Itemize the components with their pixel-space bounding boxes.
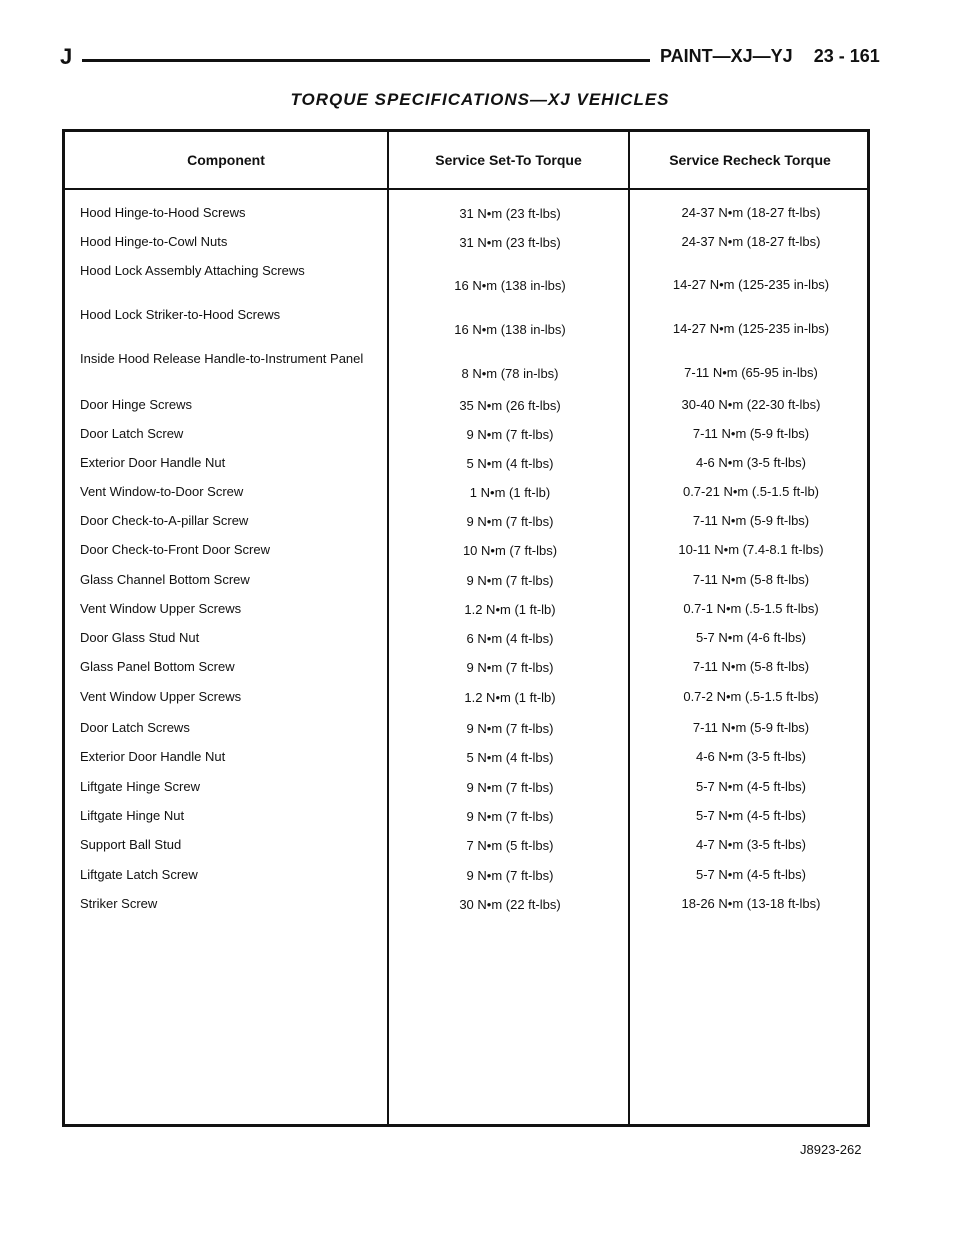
cell-set-to-torque: 9 N•m (7 ft-lbs) xyxy=(466,573,554,588)
cell-set-to-torque: 8 N•m (78 in-lbs) xyxy=(461,366,559,381)
cell-component: Vent Window Upper Screws xyxy=(80,689,242,704)
cell-recheck-torque: 5-7 N•m (4-5 ft-lbs) xyxy=(695,779,806,794)
cell-recheck-torque: 10-11 N•m (7.4-8.1 ft-lbs) xyxy=(678,542,824,557)
cell-set-to-torque: 5 N•m (4 ft-lbs) xyxy=(466,750,554,765)
cell-component: Hood Hinge-to-Cowl Nuts xyxy=(80,234,228,249)
cell-recheck-torque: 0.7-1 N•m (.5-1.5 ft-lbs) xyxy=(683,601,819,616)
header-divider xyxy=(65,188,867,190)
cell-component: Door Latch Screw xyxy=(80,426,184,441)
cell-set-to-torque: 31 N•m (23 ft-lbs) xyxy=(459,235,561,250)
cell-recheck-torque: 18-26 N•m (13-18 ft-lbs) xyxy=(681,896,821,911)
cell-component: Door Glass Stud Nut xyxy=(80,630,200,645)
column-divider xyxy=(387,132,389,1124)
cell-component: Exterior Door Handle Nut xyxy=(80,749,226,764)
cell-set-to-torque: 16 N•m (138 in-lbs) xyxy=(454,278,566,293)
cell-set-to-torque: 9 N•m (7 ft-lbs) xyxy=(466,868,554,883)
cell-component: Door Latch Screws xyxy=(80,720,190,735)
cell-set-to-torque: 1.2 N•m (1 ft-lb) xyxy=(464,690,556,705)
page-title: TORQUE SPECIFICATIONS—XJ VEHICLES xyxy=(290,90,670,109)
cell-component: Door Check-to-A-pillar Screw xyxy=(80,513,249,528)
cell-set-to-torque: 7 N•m (5 ft-lbs) xyxy=(466,838,554,853)
cell-set-to-torque: 30 N•m (22 ft-lbs) xyxy=(459,897,561,912)
cell-set-to-torque: 6 N•m (4 ft-lbs) xyxy=(466,631,554,646)
cell-component: Vent Window Upper Screws xyxy=(80,601,242,616)
cell-set-to-torque: 5 N•m (4 ft-lbs) xyxy=(466,456,554,471)
cell-component: Inside Hood Release Handle-to-Instrument Panel xyxy=(80,351,364,366)
cell-set-to-torque: 9 N•m (7 ft-lbs) xyxy=(466,780,554,795)
cell-component: Liftgate Hinge Screw xyxy=(80,779,200,794)
cell-component: Hood Lock Assembly Attaching Screws xyxy=(80,263,305,278)
cell-set-to-torque: 9 N•m (7 ft-lbs) xyxy=(466,660,554,675)
cell-set-to-torque: 16 N•m (138 in-lbs) xyxy=(454,322,566,337)
cell-set-to-torque: 1.2 N•m (1 ft-lb) xyxy=(464,602,556,617)
cell-set-to-torque: 9 N•m (7 ft-lbs) xyxy=(466,427,554,442)
cell-recheck-torque: 5-7 N•m (4-6 ft-lbs) xyxy=(695,630,806,645)
cell-set-to-torque: 1 N•m (1 ft-lb) xyxy=(469,485,551,500)
header-section: PAINT—XJ—YJ xyxy=(660,46,793,66)
cell-recheck-torque: 4-6 N•m (3-5 ft-lbs) xyxy=(695,455,806,470)
cell-recheck-torque: 24-37 N•m (18-27 ft-lbs) xyxy=(681,234,821,249)
cell-recheck-torque: 7-11 N•m (5-8 ft-lbs) xyxy=(692,659,810,674)
cell-recheck-torque: 7-11 N•m (5-9 ft-lbs) xyxy=(692,426,810,441)
cell-recheck-torque: 14-27 N•m (125-235 in-lbs) xyxy=(672,321,830,336)
cell-set-to-torque: 10 N•m (7 ft-lbs) xyxy=(462,543,558,558)
cell-component: Liftgate Hinge Nut xyxy=(80,808,185,823)
cell-component: Support Ball Stud xyxy=(80,837,182,852)
header-right xyxy=(660,46,880,67)
column-header-recheck-torque: Service Recheck Torque xyxy=(669,152,831,168)
cell-recheck-torque: 14-27 N•m (125-235 in-lbs) xyxy=(672,277,830,292)
cell-set-to-torque: 35 N•m (26 ft-lbs) xyxy=(459,398,561,413)
cell-component: Exterior Door Handle Nut xyxy=(80,455,226,470)
cell-recheck-torque: 4-6 N•m (3-5 ft-lbs) xyxy=(695,749,806,764)
cell-component: Door Hinge Screws xyxy=(80,397,192,412)
header-page-number: 23 - 161 xyxy=(813,46,880,66)
cell-component: Door Check-to-Front Door Screw xyxy=(80,542,270,557)
cell-recheck-torque: 7-11 N•m (5-8 ft-lbs) xyxy=(692,572,810,587)
column-header-set-to-torque: Service Set-To Torque xyxy=(435,152,582,168)
cell-recheck-torque: 0.7-2 N•m (.5-1.5 ft-lbs) xyxy=(683,689,819,704)
cell-component: Glass Panel Bottom Screw xyxy=(80,659,235,674)
torque-spec-table xyxy=(62,129,870,1127)
cell-recheck-torque: 7-11 N•m (65-95 in-lbs) xyxy=(684,365,818,380)
header-letter: J xyxy=(60,44,73,69)
cell-recheck-torque: 4-7 N•m (3-5 ft-lbs) xyxy=(695,837,806,852)
cell-recheck-torque: 5-7 N•m (4-5 ft-lbs) xyxy=(695,867,806,882)
cell-component: Striker Screw xyxy=(80,896,158,911)
cell-set-to-torque: 9 N•m (7 ft-lbs) xyxy=(466,809,554,824)
cell-recheck-torque: 7-11 N•m (5-9 ft-lbs) xyxy=(692,720,810,735)
cell-recheck-torque: 0.7-21 N•m (.5-1.5 ft-lb) xyxy=(682,484,820,499)
figure-id: J8923-262 xyxy=(800,1142,862,1157)
cell-component: Vent Window-to-Door Screw xyxy=(80,484,244,499)
column-header-component: Component xyxy=(187,152,265,168)
cell-recheck-torque: 7-11 N•m (5-9 ft-lbs) xyxy=(692,513,810,528)
cell-recheck-torque: 30-40 N•m (22-30 ft-lbs) xyxy=(681,397,821,412)
cell-component: Liftgate Latch Screw xyxy=(80,867,198,882)
cell-set-to-torque: 9 N•m (7 ft-lbs) xyxy=(466,721,554,736)
cell-recheck-torque: 5-7 N•m (4-5 ft-lbs) xyxy=(695,808,806,823)
cell-component: Hood Lock Striker-to-Hood Screws xyxy=(80,307,281,322)
cell-set-to-torque: 9 N•m (7 ft-lbs) xyxy=(466,514,554,529)
header-rule xyxy=(82,59,650,62)
cell-recheck-torque: 24-37 N•m (18-27 ft-lbs) xyxy=(681,205,821,220)
cell-component: Glass Channel Bottom Screw xyxy=(80,572,250,587)
cell-set-to-torque: 31 N•m (23 ft-lbs) xyxy=(459,206,561,221)
cell-component: Hood Hinge-to-Hood Screws xyxy=(80,205,246,220)
